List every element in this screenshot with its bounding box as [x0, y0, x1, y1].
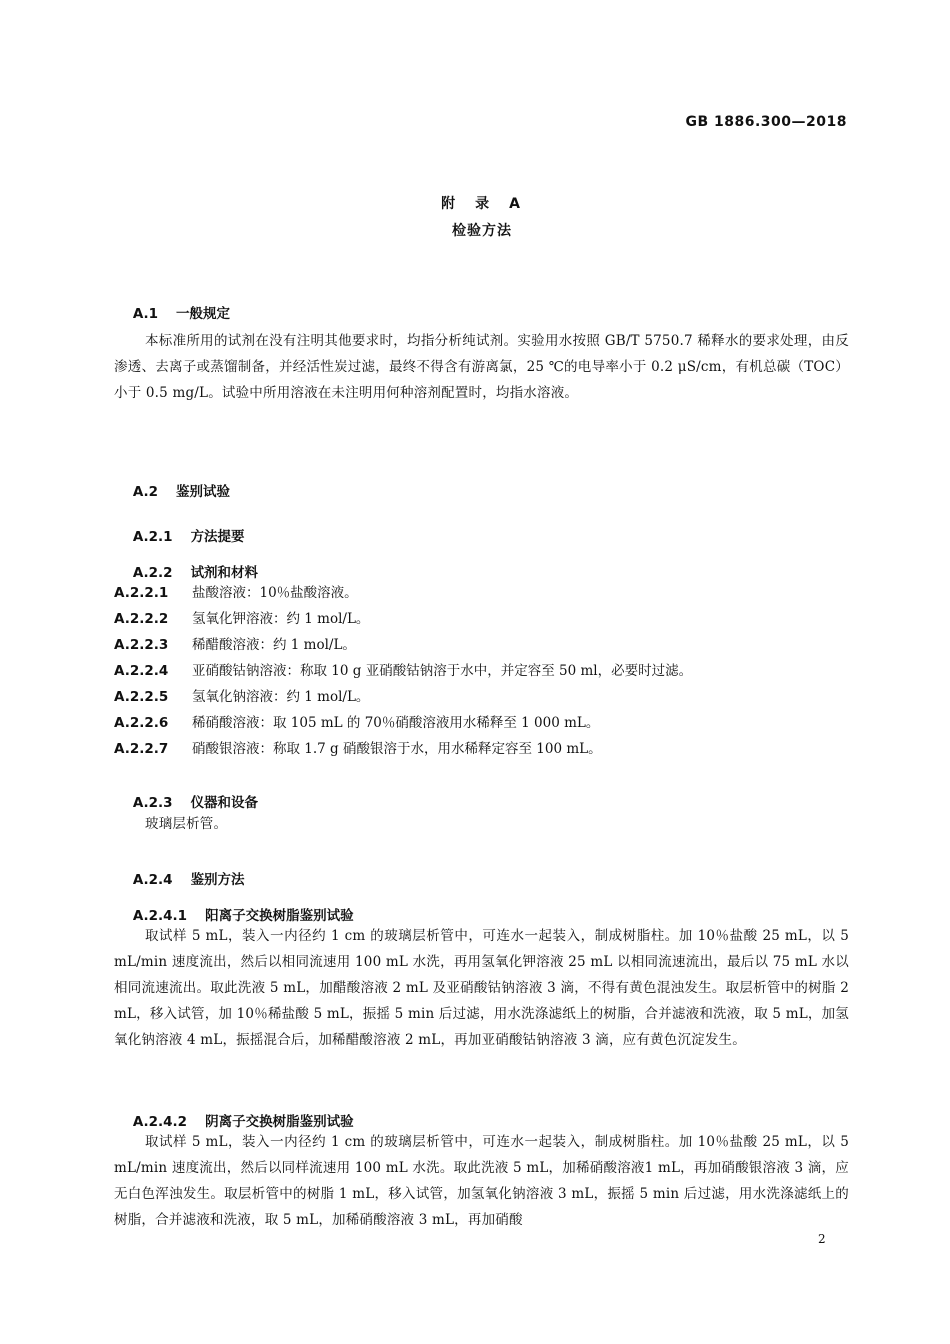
- section-number: A.2.3: [132, 795, 173, 811]
- reagent-item: [114, 633, 854, 653]
- reagent-text: 盐酸溶液：10％盐酸溶液。: [192, 585, 358, 601]
- reagent-number: A.2.2.7: [114, 741, 169, 757]
- reagent-text: 稀醋酸溶液：约 1 mol/L。: [192, 637, 356, 653]
- reagent-number: A.2.2.2: [114, 611, 169, 627]
- section-number: A.2.2: [132, 565, 173, 581]
- reagent-number: A.2.2.1: [114, 585, 169, 601]
- reagent-item: [114, 659, 854, 679]
- page-number: 2: [818, 1232, 826, 1246]
- reagent-item: [114, 581, 854, 601]
- paragraph-anion-test: 取试样 5 mL，装入一内径约 1 cm 的玻璃层析管中，可连水一起装入，制成树脂柱。加 10％盐酸 25 mL，以 5 mL/min 速度流出，然后以同样流速用 100 mL 水洗。取此洗液 5 mL，加稀硝酸溶液1 mL，再加硝酸银溶液 3 滴，应无白色浑浊发生。取层析管中的树脂 1 mL，移入试管，加氢氧化钠溶液 3 mL，振摇 5 min 后过滤，用水洗涤滤纸上的树脂，合并滤液和洗液，取 5 mL，加稀硝酸溶液 3 mL，再加硝酸: [114, 1134, 849, 1228]
- appendix-title: 附 录 A: [441, 196, 523, 212]
- paragraph-general-rules: 本标准所用的试剂在没有注明其他要求时，均指分析纯试剂。实验用水按照 GB/T 5750.7 稀释水的要求处理，由反渗透、去离子或蒸馏制备，并经活性炭过滤，最终不得含有游离氯，25 ℃的电导率小于 0.2 μS/cm，有机总碳（TOC）小于 0.5 mg/L。试验中所用溶液在未注明用何种溶剂配置时，均指水溶液。: [114, 333, 849, 401]
- reagent-number: A.2.2.3: [114, 637, 169, 653]
- section-title: 鉴别试验: [176, 484, 231, 500]
- reagent-item: [114, 685, 854, 705]
- paragraph-apparatus: 玻璃层析管。: [145, 816, 228, 832]
- standard-code: GB 1886.300—2018: [685, 114, 847, 130]
- appendix-subtitle: 检验方法: [452, 223, 512, 239]
- section-number: A.2.1: [132, 529, 173, 545]
- section-title: 鉴别方法: [190, 872, 245, 888]
- reagent-text: 氢氧化钠溶液：约 1 mol/L。: [192, 689, 370, 705]
- reagent-item: [114, 711, 854, 731]
- section-number: A.2.4.2: [132, 1114, 188, 1130]
- reagent-text: 稀硝酸溶液：取 105 mL 的 70％硝酸溶液用水稀释至 1 000 mL。: [192, 715, 600, 731]
- section-number: A.1: [132, 306, 159, 322]
- section-title: 仪器和设备: [190, 795, 259, 811]
- section-title: 方法提要: [190, 529, 245, 545]
- reagent-item: [114, 737, 854, 757]
- reagent-number: A.2.2.4: [114, 663, 169, 679]
- section-number: A.2.4.1: [132, 908, 188, 924]
- reagent-text: 硝酸银溶液：称取 1.7 g 硝酸银溶于水，用水稀释定容至 100 mL。: [192, 741, 602, 757]
- section-title: 试剂和材料: [190, 565, 259, 581]
- reagent-text: 氢氧化钾溶液：约 1 mol/L。: [192, 611, 370, 627]
- section-title: 一般规定: [176, 306, 231, 322]
- section-number: A.2.4: [132, 872, 173, 888]
- section-title: 阴离子交换树脂鉴别试验: [205, 1114, 354, 1130]
- reagent-item: [114, 607, 854, 627]
- section-title: 阳离子交换树脂鉴别试验: [205, 908, 354, 924]
- reagent-number: A.2.2.6: [114, 715, 169, 731]
- paragraph-cation-test: 取试样 5 mL，装入一内径约 1 cm 的玻璃层析管中，可连水一起装入，制成树脂柱。加 10％盐酸 25 mL，以 5 mL/min 速度流出，然后以相同流速用 100 mL 水洗，再用氢氧化钾溶液 25 mL 以相同流速流出，最后以 75 mL 水以相同流速流出。取此洗液 5 mL，加醋酸溶液 2 mL 及亚硝酸钴钠溶液 3 滴，不得有黄色混浊发生。取层析管中的树脂 2 mL，移入试管，加 10％稀盐酸 5 mL，振摇 5 min 后过滤，用水洗涤滤纸上的树脂，合并滤液和洗液，取 5 mL，加氢氧化钠溶液 4 mL，振摇混合后，加稀醋酸溶液 2 mL，再加亚硝酸钴钠溶液 3 滴，应有黄色沉淀发生。: [114, 928, 849, 1048]
- section-number: A.2: [132, 484, 159, 500]
- reagent-text: 亚硝酸钴钠溶液：称取 10 g 亚硝酸钴钠溶于水中，并定容至 50 ml，必要时过滤。: [192, 663, 693, 679]
- reagent-number: A.2.2.5: [114, 689, 169, 705]
